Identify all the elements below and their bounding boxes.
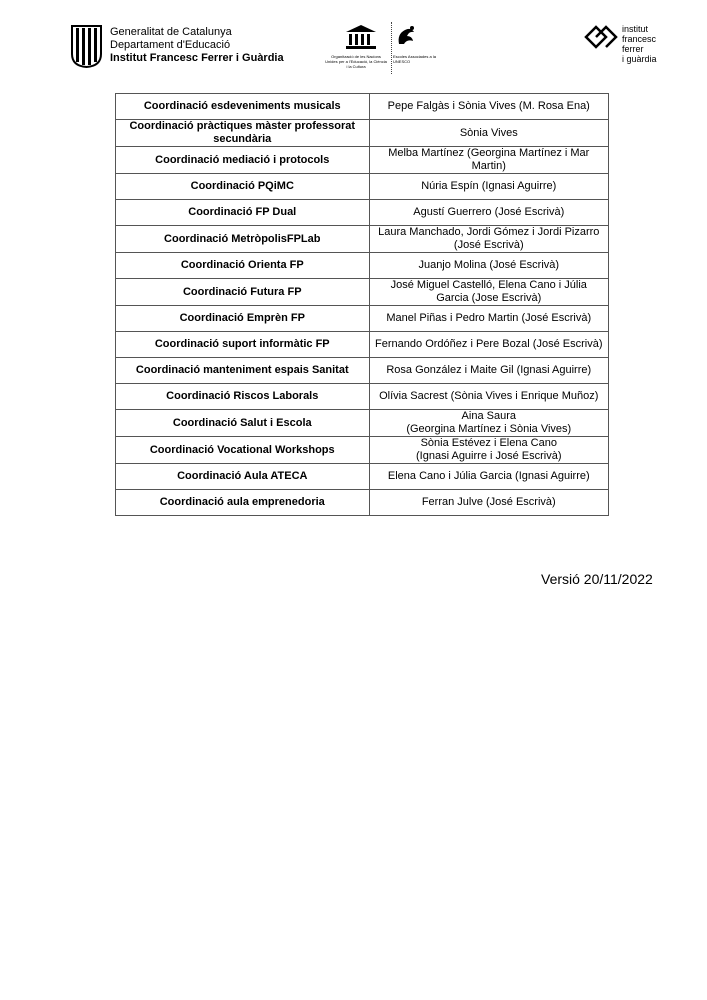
generalitat-logo [70, 24, 103, 68]
role-cell: Coordinació Emprèn FP [116, 306, 370, 332]
role-cell: Coordinació mediació i protocols [116, 147, 370, 174]
role-cell: Coordinació FP Dual [116, 200, 370, 226]
institut-line-4: i guàrdia [622, 54, 657, 64]
role-cell: Coordinació Futura FP [116, 279, 370, 306]
table-row [116, 279, 609, 306]
role-cell: Coordinació pràctiques màster professorat secundària [116, 120, 370, 147]
table-row [116, 490, 609, 516]
role-cell: Coordinació MetròpolisFPLab [116, 226, 370, 253]
people-cell: Manel Piñas i Pedro Martin (José Escrivà) [369, 306, 608, 332]
role-cell: Coordinació aula emprenedoria [116, 490, 370, 516]
gencat-line-3: Institut Francesc Ferrer i Guàrdia [110, 52, 284, 64]
institut-line-2: francesc [622, 34, 657, 44]
people-cell: Rosa González i Maite Gil (Ignasi Aguirre) [369, 358, 608, 384]
generalitat-text [110, 26, 284, 65]
gencat-line-1: Generalitat de Catalunya [110, 26, 232, 38]
table-row [116, 174, 609, 200]
version-label: Versió 20/11/2022 [541, 571, 653, 587]
table-row [116, 464, 609, 490]
table-row [116, 226, 609, 253]
table-row [116, 384, 609, 410]
role-cell: Coordinació esdeveniments musicals [116, 94, 370, 120]
role-cell: Coordinació suport informàtic FP [116, 332, 370, 358]
gencat-line-2: Departament d'Educació [110, 39, 231, 51]
people-cell: José Miguel Castelló, Elena Cano i Júlia Garcia (Jose Escrivà) [369, 279, 608, 306]
institut-line-3: ferrer [622, 44, 644, 54]
people-cell: Fernando Ordóñez i Pere Bozal (José Escrivà) [369, 332, 608, 358]
unesco-logo [325, 20, 440, 76]
people-cell: Aina Saura (Georgina Martínez i Sònia Vives) [369, 410, 608, 437]
table-row [116, 94, 609, 120]
table-row [116, 200, 609, 226]
people-cell: Ferran Julve (José Escrivà) [369, 490, 608, 516]
table-row [116, 332, 609, 358]
role-cell: Coordinació Vocational Workshops [116, 437, 370, 464]
people-cell: Pepe Falgàs i Sònia Vives (M. Rosa Ena) [369, 94, 608, 120]
coordination-table-body [116, 94, 609, 516]
table-row [116, 253, 609, 279]
page-header [0, 0, 707, 80]
people-cell: Elena Cano i Júlia Garcia (Ignasi Aguirre) [369, 464, 608, 490]
institut-line-1: institut [622, 24, 649, 34]
unesco-schools-caption: Escoles Associades a la UNESCO [393, 54, 436, 64]
role-cell: Coordinació Riscos Laborals [116, 384, 370, 410]
coordination-table [115, 93, 609, 516]
unesco-divider [391, 22, 393, 74]
role-cell: Coordinació Salut i Escola [116, 410, 370, 437]
table-row [116, 358, 609, 384]
table-row [116, 410, 609, 437]
people-cell: Agustí Guerrero (José Escrivà) [369, 200, 608, 226]
institut-logo [582, 22, 618, 52]
people-cell: Olívia Sacrest (Sònia Vives i Enrique Muñoz) [369, 384, 608, 410]
people-cell: Sònia Vives [369, 120, 608, 147]
people-cell: Núria Espín (Ignasi Aguirre) [369, 174, 608, 200]
table-row [116, 306, 609, 332]
unesco-caption: Organització de les Nacions Unides per a l'Educació, la Ciència i la Cultura [325, 54, 387, 69]
role-cell: Coordinació Aula ATECA [116, 464, 370, 490]
people-cell: Laura Manchado, Jordi Gómez i Jordi Pizarro (José Escrivà) [369, 226, 608, 253]
role-cell: Coordinació Orienta FP [116, 253, 370, 279]
role-cell: Coordinació PQiMC [116, 174, 370, 200]
people-cell: Juanjo Molina (José Escrivà) [369, 253, 608, 279]
table-row [116, 120, 609, 147]
table-row [116, 437, 609, 464]
unesco-temple-icon [345, 24, 377, 50]
role-cell: Coordinació manteniment espais Sanitat [116, 358, 370, 384]
institut-name [622, 24, 657, 64]
unesco-schools-icon [395, 24, 417, 50]
people-cell: Sònia Estévez i Elena Cano (Ignasi Aguirre i José Escrivà) [369, 437, 608, 464]
people-cell: Melba Martínez (Georgina Martínez i Mar Martin) [369, 147, 608, 174]
table-row [116, 147, 609, 174]
